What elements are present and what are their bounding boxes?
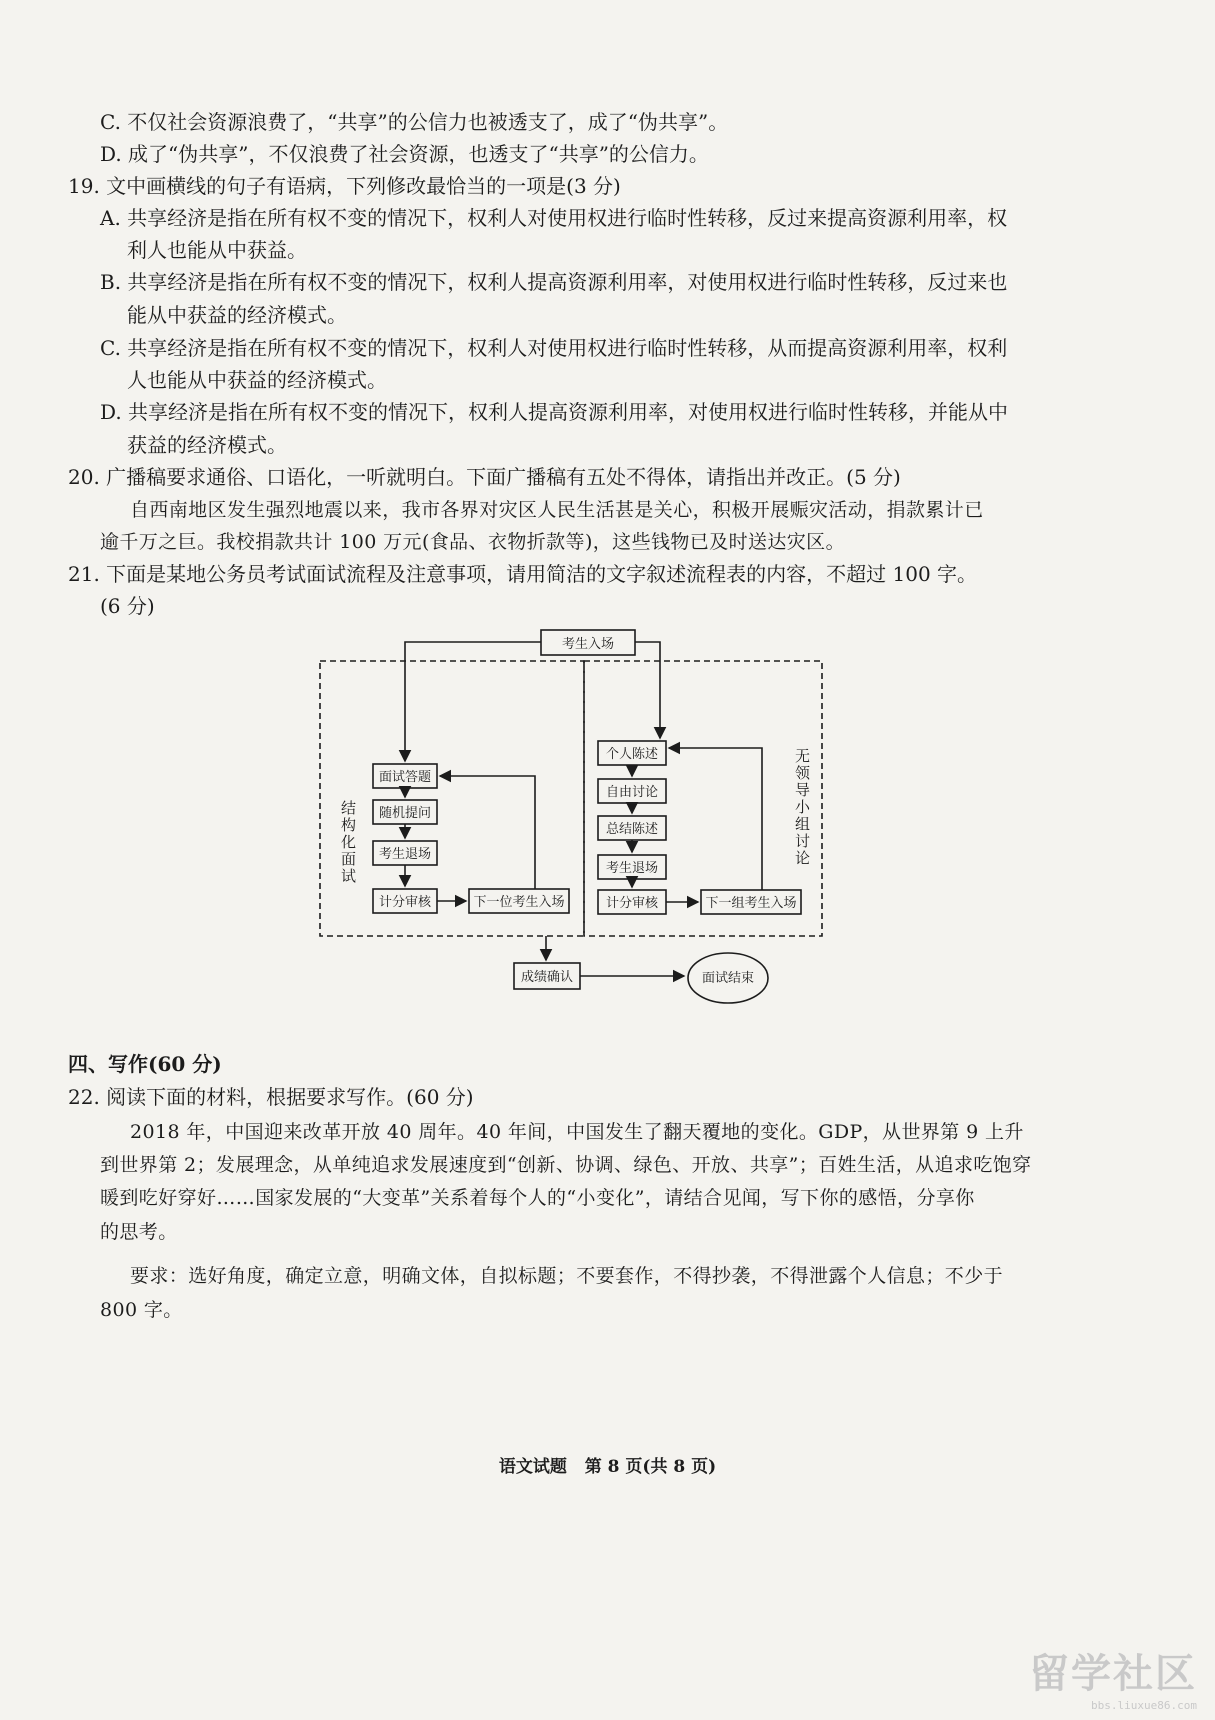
- material-line2: 到世界第 2；发展理念，从单纯追求发展速度到“创新、协调、绿色、开放、共享”；百姓生活，从追求吃饱穿: [100, 1154, 1032, 1176]
- option-19b-line2: 能从中获益的经济模式。: [127, 303, 347, 327]
- material-line3: 暖到吃好穿好……国家发展的“大变革”关系着每个人的“小变化”，请结合见闻，写下你的感悟，分享你: [100, 1187, 975, 1209]
- option-19a-line1: A. 共享经济是指在所有权不变的情况下，权利人对使用权进行临时性转移，反过来提高资源利用率，权: [100, 206, 1008, 230]
- footer-page-number: 第 8 页(共 8 页): [584, 1457, 717, 1477]
- left-next-candidate: 下一位考生入场: [473, 895, 565, 910]
- left-step-3: 考生退场: [378, 847, 432, 862]
- question-22: 22. 阅读下面的材料，根据要求写作。(60 分): [68, 1085, 474, 1109]
- option-19c-line1: C. 共享经济是指在所有权不变的情况下，权利人对使用权进行临时性转移，从而提高资源利用率，权利: [100, 336, 1008, 360]
- option-19b-line1: B. 共享经济是指在所有权不变的情况下，权利人提高资源利用率，对使用权进行临时性转移，反过来也: [100, 270, 1008, 294]
- broadcast-text-line1: 自西南地区发生强烈地震以来，我市各界对灾区人民生活甚是关心，积极开展赈灾活动，捐款累计已: [130, 499, 984, 521]
- requirement-line2: 800 字。: [100, 1299, 183, 1321]
- footer-subject: 语文试题: [498, 1457, 567, 1477]
- right-step-2: 自由讨论: [605, 785, 659, 800]
- end-label: 面试结束: [701, 971, 755, 986]
- right-step-1: 个人陈述: [605, 747, 659, 762]
- material-line4: 的思考。: [100, 1221, 178, 1243]
- option-19c-line2: 人也能从中获益的经济模式。: [127, 368, 387, 392]
- right-next-group: 下一组考生入场: [705, 896, 797, 911]
- left-group-label: 结构化面试: [339, 800, 357, 885]
- left-step-1: 面试答题: [378, 770, 432, 785]
- page-footer: [0, 1452, 1215, 1477]
- right-step-5: 计分审核: [605, 896, 659, 911]
- broadcast-text-line2: 逾千万之巨。我校捐款共计 100 万元(食品、衣物折款等)，这些钱物已及时送达灾区。: [100, 531, 845, 553]
- score-confirm: 成绩确认: [520, 970, 574, 985]
- watermark-logo-text: 留学社区: [1029, 1651, 1197, 1697]
- material-line1: 2018 年，中国迎来改革开放 40 周年。40 年间，中国发生了翻天覆地的变化。GDP，从世界第 9 上升: [130, 1121, 1024, 1143]
- question-21-line1: 21. 下面是某地公务员考试面试流程及注意事项，请用简洁的文字叙述流程表的内容，不超过 100 字。: [68, 562, 978, 586]
- option-19a-line2: 利人也能从中获益。: [127, 238, 307, 262]
- question-21-line2: (6 分): [100, 594, 155, 618]
- watermark-url: bbs.liuxue86.com: [1091, 1699, 1197, 1712]
- section-writing: 四、写作(60 分): [68, 1052, 222, 1076]
- option-19d-line1: D. 共享经济是指在所有权不变的情况下，权利人提高资源利用率，对使用权进行临时性转移，并能从中: [100, 400, 1009, 424]
- question-19: 19. 文中画横线的句子有语病，下列修改最恰当的一项是(3 分): [68, 174, 621, 198]
- option-18c: C. 不仅社会资源浪费了，“共享”的公信力也被透支了，成了“伪共享”。: [100, 110, 729, 134]
- option-18d: D. 成了“伪共享”，不仅浪费了社会资源，也透支了“共享”的公信力。: [100, 142, 709, 166]
- right-step-3: 总结陈述: [605, 822, 659, 837]
- question-20: 20. 广播稿要求通俗、口语化，一听就明白。下面广播稿有五处不得体，请指出并改正。(5 分): [68, 465, 901, 489]
- requirement-line1: 要求：选好角度，确定立意，明确文体，自拟标题；不要套作，不得抄袭，不得泄露个人信息；不少于: [130, 1265, 1004, 1287]
- option-19d-line2: 获益的经济模式。: [127, 433, 287, 457]
- entry-label: 考生入场: [561, 637, 615, 652]
- left-step-2: 随机提问: [378, 806, 432, 821]
- right-step-4: 考生退场: [605, 861, 659, 876]
- site-watermark: [1029, 1642, 1197, 1712]
- left-step-4: 计分审核: [378, 895, 432, 910]
- right-group-label: 无领导小组讨论: [793, 748, 811, 867]
